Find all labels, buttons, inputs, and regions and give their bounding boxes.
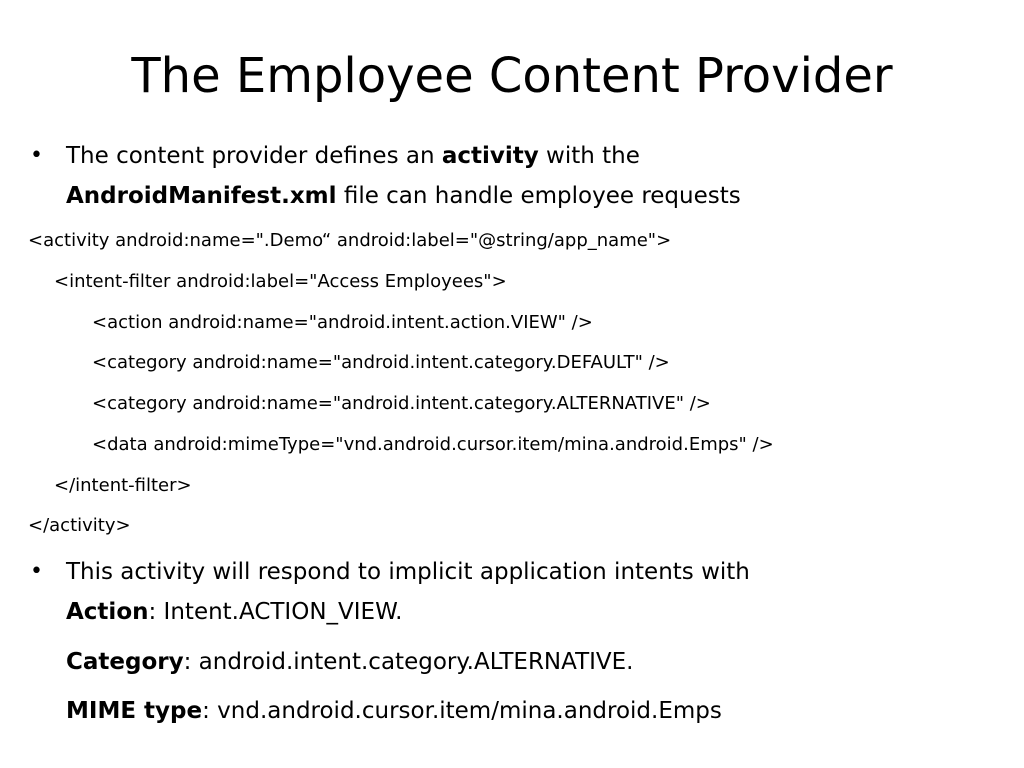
bullet-2-line-action [66, 592, 990, 632]
bullet-1-suffix: with the [538, 143, 640, 169]
mime-type-value: : vnd.android.cursor.item/mina.android.Emps [202, 698, 722, 724]
bullet-item-1 [30, 136, 990, 216]
code-line-data-mimetype: <data android:mimeType="vnd.android.cursor.item/mina.android.Emps" /> [92, 434, 774, 455]
bullet-1-line-2 [66, 176, 990, 216]
category-line [66, 642, 634, 682]
slide-title: The Employee Content Provider [131, 48, 893, 104]
code-line-intent-filter-close: </intent-filter> [54, 475, 192, 496]
category-label: Category [66, 649, 184, 675]
code-line-intent-filter-open: <intent-filter android:label="Access Employees"> [54, 271, 507, 292]
bullet-1-bold-activity: activity [441, 143, 539, 169]
code-line-category-default: <category android:name="android.intent.category.DEFAULT" /> [92, 352, 670, 373]
action-value: : Intent.ACTION_VIEW. [148, 599, 403, 625]
category-value: : android.intent.category.ALTERNATIVE. [183, 649, 634, 675]
mime-type-label: MIME type [66, 698, 203, 724]
bullet-item-2 [30, 552, 990, 632]
bullet-1-line-2-suffix: file can handle employee requests [336, 183, 741, 209]
bullet-1-line-1 [66, 136, 990, 176]
bullet-1-prefix: The content provider defines an [66, 143, 442, 169]
bullet-dot: • [30, 559, 43, 584]
action-label: Action [66, 599, 149, 625]
code-line-activity-close: </activity> [28, 515, 131, 536]
code-line-category-alternative: <category android:name="android.intent.category.ALTERNATIVE" /> [92, 393, 711, 414]
bullet-2-line-1: This activity will respond to implicit application intents with [66, 559, 750, 585]
code-line-action: <action android:name="android.intent.action.VIEW" /> [92, 312, 593, 333]
bullet-1-bold-manifest: AndroidManifest.xml [66, 183, 337, 209]
code-line-activity-open: <activity android:name=".Demo“ android:label="@string/app_name"> [28, 230, 672, 251]
bullet-dot: • [30, 143, 43, 168]
mime-type-line [66, 691, 722, 731]
